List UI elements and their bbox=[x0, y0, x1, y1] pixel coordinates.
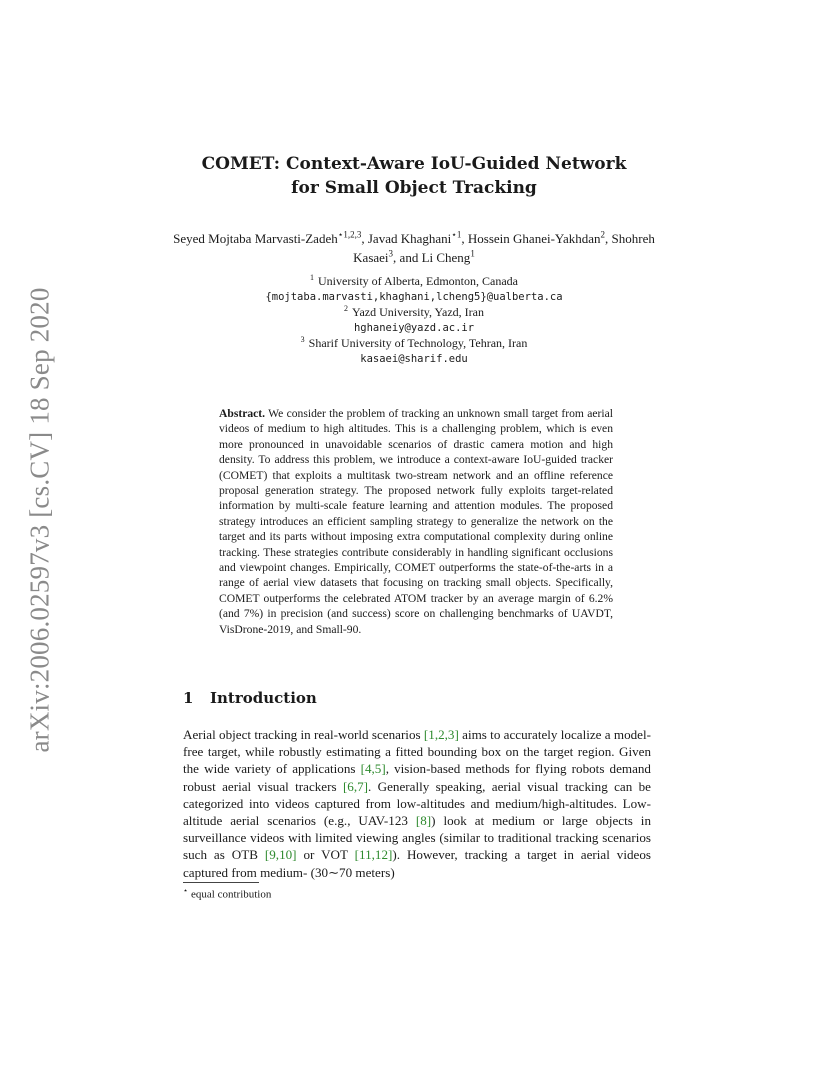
intro-text: . Generally speaking, aerial visual tracking can be categorized into videos captured from low-altitudes and medium/high-altitudes. Low-altitude aerial scenarios (e.g., UAV-123 bbox=[183, 778, 651, 829]
affiliation-mark: 2 bbox=[344, 304, 348, 313]
author-name: Seyed Mojtaba Marvasti-Zadeh bbox=[173, 231, 338, 246]
affiliation-mark: 1 bbox=[310, 273, 315, 282]
intro-text: , vision-based methods for flying robots demand robust aerial visual trackers bbox=[183, 761, 651, 794]
intro-text: aims to accurately localize a model-free target, while robustly estimating a fitted bounding box on the target region. Given the wide variety of applications bbox=[183, 727, 651, 777]
section-heading bbox=[183, 689, 317, 707]
author-affiliation-mark: ⋆1,2,3 bbox=[337, 229, 362, 240]
author-separator: , Hossein Ghanei-Yakhdan bbox=[461, 231, 601, 246]
author-list bbox=[160, 229, 668, 267]
affiliation-line bbox=[160, 274, 668, 290]
affiliation-line bbox=[160, 305, 668, 321]
footnote-rule bbox=[183, 882, 259, 883]
affiliation-line bbox=[160, 336, 668, 352]
citation-link[interactable]: [9,10] bbox=[264, 847, 297, 863]
abstract-label: Abstract. bbox=[219, 407, 266, 420]
abstract bbox=[219, 406, 613, 637]
arxiv-identifier-stamp bbox=[22, 287, 58, 753]
section-title: Introduction bbox=[210, 689, 317, 707]
citation-link[interactable]: [6,7] bbox=[342, 778, 369, 794]
author-separator: , and Li Cheng bbox=[393, 250, 471, 265]
affiliation-block bbox=[160, 274, 668, 367]
footnote-mark: ⋆ bbox=[183, 886, 189, 895]
affiliation-email: {mojtaba.marvasti,khaghani,lcheng5}@ualberta.ca bbox=[265, 290, 563, 303]
intro-text: or VOT bbox=[296, 847, 355, 863]
citation-link[interactable]: [8] bbox=[415, 813, 432, 829]
affiliation-email: hghaneiy@yazd.ac.ir bbox=[353, 321, 475, 334]
affiliation-text: Sharif University of Technology, Tehran, Iran bbox=[308, 336, 528, 350]
affiliation-text: University of Alberta, Edmonton, Canada bbox=[318, 274, 518, 288]
intro-text: Aerial object tracking in real-world scenarios bbox=[183, 727, 424, 742]
paper-title-line-2: for Small Object Tracking bbox=[291, 178, 537, 198]
author-affiliation-mark: ⋆1 bbox=[451, 229, 462, 240]
citation-link[interactable]: [1,2,3] bbox=[423, 727, 459, 742]
footnote-text: equal contribution bbox=[191, 888, 272, 901]
affiliation-email: kasaei@sharif.edu bbox=[360, 352, 468, 365]
author-separator: , bbox=[361, 231, 368, 246]
affiliation-text: Yazd University, Yazd, Iran bbox=[352, 305, 484, 319]
arxiv-identifier-text: arXiv:2006.02597v3 [cs.CV] 18 Sep 2020 bbox=[24, 287, 55, 753]
paper-title-line-1: COMET: Context-Aware IoU-Guided Network bbox=[201, 154, 627, 174]
affiliation-mark: 3 bbox=[300, 335, 305, 344]
intro-text: ). However, tracking a target in aerial videos captured from medium- (30∼70 meters) bbox=[183, 847, 651, 880]
intro-text: ) look at medium or large objects in surveillance videos with limited viewing angles (similar to traditional tracking scenarios such as OTB bbox=[183, 813, 651, 863]
author-affiliation-mark: 2 bbox=[600, 229, 606, 240]
section-number: 1 bbox=[183, 689, 194, 707]
author-affiliation-mark: 1 bbox=[470, 248, 475, 259]
introduction-paragraph bbox=[183, 726, 651, 881]
author-affiliation-mark: 3 bbox=[388, 248, 394, 259]
footnote bbox=[183, 886, 271, 901]
citation-link[interactable]: [4,5] bbox=[360, 761, 386, 777]
citation-link[interactable]: [11,12] bbox=[354, 847, 393, 863]
author-separator: , Shohreh Kasaei bbox=[353, 231, 655, 265]
author-name: Javad Khaghani bbox=[367, 231, 452, 246]
abstract-text: We consider the problem of tracking an unknown small target from aerial videos of medium to high altitudes. This is a challenging problem, which is even more pronounced in unavoidable scenarios of drastic camera motion and high density. To address this problem, we introduce a context-aware IoU-guided tracker (COMET) that exploits a multitask two-stream network and an offline reference proposal generation strategy. The proposed network fully exploits target-related information by multi-scale feature learning and attention modules. The proposed strategy introduces an efficient sampling strategy to generalize the network on the target and its parts without imposing extra computational complexity during online tracking. These strategies contribute considerably in handling significant occlusions and viewpoint changes. Empirically, COMET outperforms the state-of-the-arts in a range of aerial view datasets that focusing on tracking small objects. Specifically, COMET outperforms the celebrated ATOM tracker by an average margin of 6.2% (and 7%) in precision (and success) score on challenging benchmarks of UAVDT, VisDrone-2019, and Small-90. bbox=[219, 407, 613, 636]
